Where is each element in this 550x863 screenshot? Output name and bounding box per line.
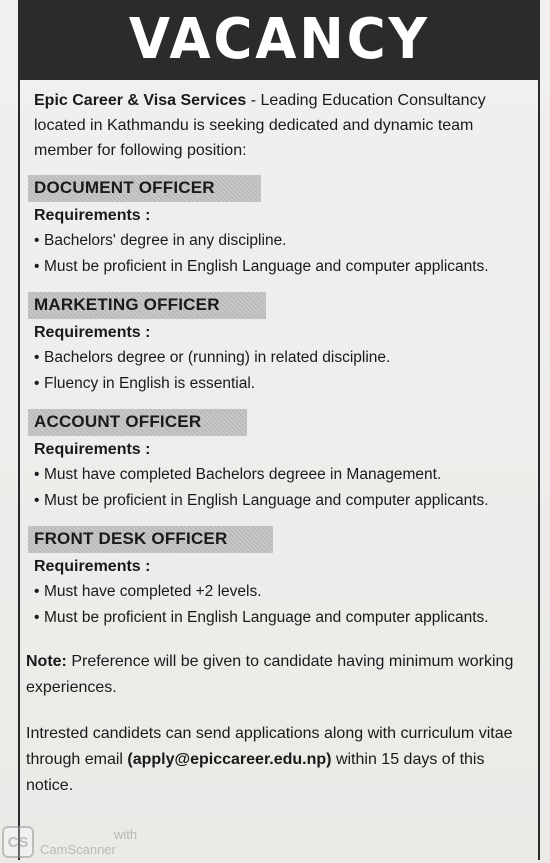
company-name: Epic Career & Visa Services <box>34 92 247 109</box>
requirements-label: Requirements : <box>34 207 151 224</box>
requirement-item: • Must be proficient in English Language and computer applicants. <box>34 254 534 280</box>
requirement-item: • Must be proficient in English Language and computer applicants. <box>34 488 534 514</box>
position-title-banner <box>28 526 273 553</box>
position-title-banner <box>28 175 261 202</box>
watermark-line2: CamScanner <box>40 842 116 857</box>
apply-email: (apply@epiccareer.edu.np) <box>127 751 332 768</box>
position-title-banner <box>28 409 247 436</box>
position-title: DOCUMENT OFFICER <box>34 178 215 197</box>
bullet-icon: • <box>34 492 40 509</box>
position-title-banner <box>28 292 266 319</box>
note-paragraph <box>26 649 534 701</box>
position-account-officer <box>26 409 534 514</box>
application-instructions <box>26 721 534 799</box>
watermark-line1: with <box>114 827 138 842</box>
intro-text: - Leading Education Consultancy located in Kathmandu is seeking dedicated and dynamic team member for following position: <box>34 92 486 159</box>
requirement-item: • Bachelors degree or (running) in related discipline. <box>34 345 534 371</box>
vacancy-header <box>18 0 540 80</box>
apply-text-after: within 15 days of this notice. <box>26 751 485 794</box>
bullet-icon: • <box>34 583 40 600</box>
requirement-item: • Bachelors' degree in any discipline. <box>34 228 534 254</box>
camscanner-watermark <box>2 822 137 862</box>
position-front-desk-officer <box>26 526 534 631</box>
position-title: MARKETING OFFICER <box>34 295 220 314</box>
requirement-item: • Must be proficient in English Language and computer applicants. <box>34 605 534 631</box>
position-title: FRONT DESK OFFICER <box>34 529 228 548</box>
note-text: Preference will be given to candidate having minimum working experiences. <box>26 653 514 696</box>
vacancy-title: VACANCY <box>128 7 430 72</box>
requirements-list <box>26 345 534 397</box>
requirements-label: Requirements : <box>34 558 151 575</box>
requirement-item: • Must have completed +2 levels. <box>34 579 534 605</box>
camscanner-logo-icon: CS <box>2 826 34 858</box>
requirements-label: Requirements : <box>34 441 151 458</box>
watermark-text <box>40 827 137 857</box>
position-marketing-officer <box>26 292 534 397</box>
bullet-icon: • <box>34 349 40 366</box>
requirements-list <box>26 228 534 280</box>
requirements-label: Requirements : <box>34 324 151 341</box>
position-document-officer <box>26 175 534 280</box>
requirement-item: • Must have completed Bachelors degreee in Management. <box>34 462 534 488</box>
requirements-list <box>26 579 534 631</box>
intro-paragraph <box>34 88 534 163</box>
apply-text-before: Intrested candidets can send applications along with curriculum vitae through email <box>26 725 513 768</box>
position-title: ACCOUNT OFFICER <box>34 412 202 431</box>
bullet-icon: • <box>34 466 40 483</box>
bullet-icon: • <box>34 232 40 249</box>
bullet-icon: • <box>34 609 40 626</box>
requirements-list <box>26 462 534 514</box>
bullet-icon: • <box>34 258 40 275</box>
ad-content <box>26 88 534 799</box>
requirement-item: • Fluency in English is essential. <box>34 371 534 397</box>
bullet-icon: • <box>34 375 40 392</box>
note-label: Note: <box>26 653 67 670</box>
